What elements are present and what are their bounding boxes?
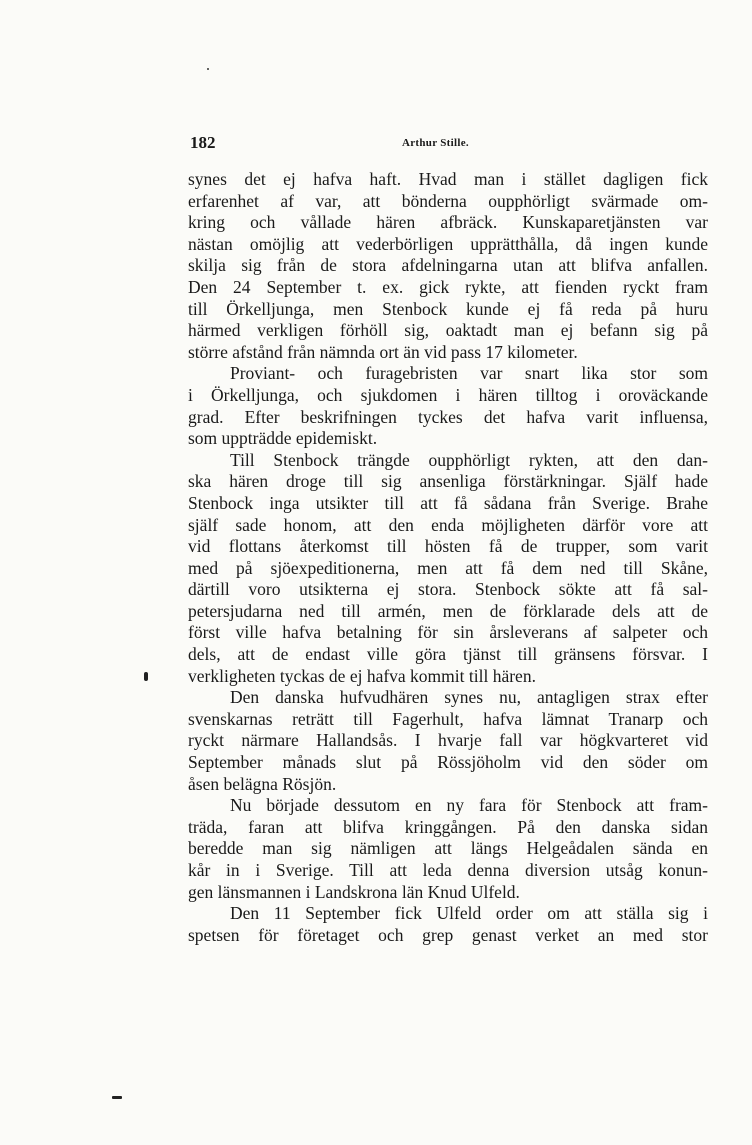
- text-line: till Örkelljunga, men Stenbock kunde ej få reda på huru: [188, 298, 708, 319]
- text-line: svenskarnas reträtt till Fagerhult, hafva lämnat Tranarp och: [188, 708, 708, 729]
- text-line: härmed verkligen förhöll sig, oaktadt man ej befann sig på: [188, 320, 708, 341]
- text-line: skilja sig från de stora afdelningarna utan att blifva anfallen.: [188, 255, 708, 276]
- text-line: Nu började dessutom en ny fara för Stenbock att fram-: [230, 795, 708, 816]
- text-line: som uppträdde epidemiskt.: [188, 428, 378, 449]
- text-line: större afstånd från nämnda ort än vid pass 17 kilometer.: [188, 341, 578, 362]
- text-line: erfarenhet af var, att bönderna oupphörligt svärmade om-: [188, 190, 708, 211]
- margin-dash: [112, 1096, 122, 1099]
- text-line: kring och vållade hären afbräck. Kunskaparetjänsten var: [188, 212, 708, 233]
- text-line: ryckt närmare Hallandsås. I hvarje fall var högkvarteret vid: [188, 730, 708, 751]
- text-line: beredde man sig nämligen att längs Helgeådalen sända en: [188, 838, 708, 859]
- body-text: [188, 169, 708, 946]
- margin-mark: [144, 672, 148, 681]
- text-line: vid flottans återkomst till hösten få de trupper, som varit: [188, 536, 708, 557]
- text-line: ska hären droge till sig ansenliga förstärkningar. Själf hade: [188, 471, 708, 492]
- text-line: Proviant- och furagebristen var snart lika stor som: [230, 363, 708, 384]
- text-line: Den danska hufvudhären synes nu, antagligen strax efter: [230, 687, 708, 708]
- text-line: gen länsmannen i Landskrona län Knud Ulfeld.: [188, 881, 520, 902]
- text-line: synes det ej hafva haft. Hvad man i stället dagligen fick: [188, 169, 708, 189]
- text-line: träda, faran att blifva kringgången. På den danska sidan: [188, 816, 708, 837]
- text-line: därtill voro utsikterna ej stora. Stenbock sökte att få sal-: [188, 579, 708, 600]
- text-line: Stenbock inga utsikter till att få sådana från Sverige. Brahe: [188, 492, 708, 513]
- text-line: grad. Efter beskrifningen tyckes det hafva varit influensa,: [188, 406, 708, 427]
- text-line: September månads slut på Rössjöholm vid den söder om: [188, 752, 708, 773]
- text-line: först ville hafva betalning för sin årsleverans af salpeter och: [188, 622, 708, 643]
- text-line: i Örkelljunga, och sjukdomen i hären tilltog i oroväckande: [188, 384, 708, 405]
- text-line: nästan omöjlig att vederbörligen upprätthålla, då ingen kunde: [188, 233, 708, 254]
- page-number: 182: [190, 133, 216, 152]
- text-line: Den 24 September t. ex. gick rykte, att fienden ryckt fram: [188, 276, 708, 297]
- text-line: Den 11 September fick Ulfeld order om att ställa sig i: [230, 903, 708, 924]
- text-line: verkligheten tyckas de ej hafva kommit till hären.: [188, 665, 536, 686]
- text-line: Till Stenbock trängde oupphörligt rykten, att den dan-: [230, 449, 708, 470]
- running-head: Arthur Stille.: [402, 137, 469, 149]
- text-line: åsen belägna Rösjön.: [188, 773, 337, 794]
- speck-mark: [207, 68, 209, 70]
- text-line: själf sade honom, att den enda möjligheten därför vore att: [188, 514, 708, 535]
- text-line: petersjudarna ned till armén, men de förklarade dels att de: [188, 600, 708, 621]
- text-line: dels, att de endast ville göra tjänst till gränsens försvar. I: [188, 644, 708, 665]
- text-line: kår in i Sverige. Till att leda denna diversion utsåg konun-: [188, 860, 708, 880]
- text-line: spetsen för företaget och grep genast verket an med stor: [188, 924, 708, 945]
- text-line: med på sjöexpeditionerna, men att få dem ned till Skåne,: [188, 557, 708, 578]
